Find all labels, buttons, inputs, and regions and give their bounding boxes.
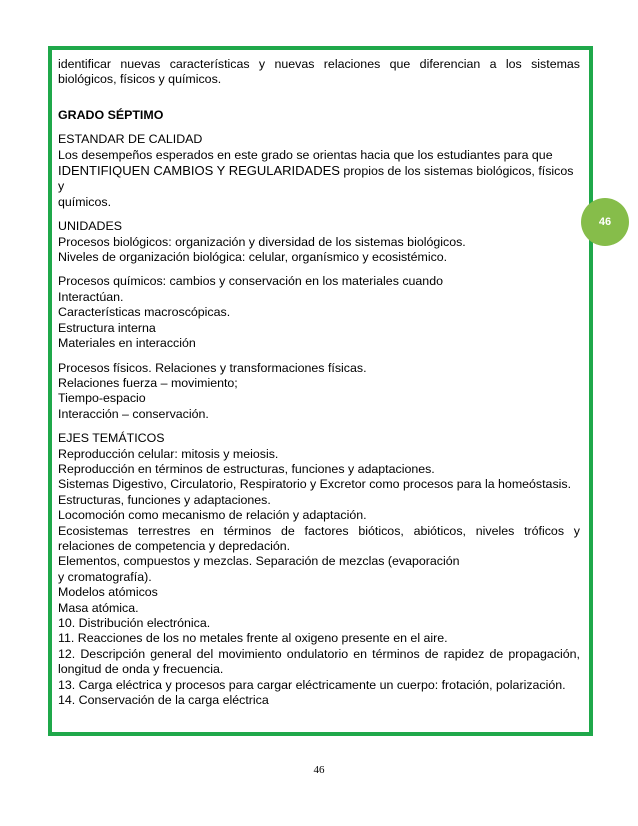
ejes-item: Reproducción en términos de estructuras, funciones y adaptaciones. bbox=[58, 461, 435, 476]
intro-line-1: identificar nuevas características y nuevas relaciones que diferencian a los sistemas bbox=[58, 57, 580, 71]
unidades-fis-line: Tiempo-espacio bbox=[58, 391, 146, 406]
page-number-badge-text: 46 bbox=[598, 216, 612, 228]
footer-page-number: 46 bbox=[313, 764, 325, 776]
unidades-bio-line: Procesos biológicos: organización y diversidad de los sistemas biológicos. bbox=[58, 234, 466, 249]
ejes-item: Masa atómica. bbox=[58, 600, 139, 615]
estandar-line-3: químicos. bbox=[58, 194, 112, 209]
ejes-item: 13. Carga eléctrica y procesos para cargar eléctricamente un cuerpo: frotación, polarización. bbox=[58, 677, 566, 692]
intro-line-2: biológicos, físicos y químicos. bbox=[58, 72, 222, 87]
estandar-line-2 bbox=[58, 163, 580, 195]
page-number-badge bbox=[581, 198, 629, 246]
ejes-item: relaciones de competencia y depredación. bbox=[58, 538, 291, 553]
estandar-caps-phrase: IDENTIFIQUEN CAMBIOS Y REGULARIDADES bbox=[58, 163, 340, 179]
ejes-item: 12. Descripción general del movimiento ondulatorio en términos de rapidez de propagación, bbox=[58, 646, 580, 661]
unidades-quim-line: Estructura interna bbox=[58, 320, 156, 335]
ejes-item: Locomoción como mecanismo de relación y adaptación. bbox=[58, 508, 367, 523]
ejes-item: Reproducción celular: mitosis y meiosis. bbox=[58, 446, 279, 461]
ejes-item: y cromatografía). bbox=[58, 569, 152, 584]
estandar-title: ESTANDAR DE CALIDAD bbox=[58, 132, 203, 147]
ejes-item: 11. Reacciones de los no metales frente al oxigeno presente en el aire. bbox=[58, 631, 448, 646]
unidades-bio-line: Niveles de organización biológica: celular, organísmico y ecosistémico. bbox=[58, 250, 448, 265]
unidades-title: UNIDADES bbox=[58, 219, 123, 234]
unidades-quim-line: Características macroscópicas. bbox=[58, 305, 231, 320]
ejes-item: Ecosistemas terrestres en términos de factores bióticos, abióticos, niveles tróficos y bbox=[58, 523, 580, 538]
unidades-fis-line: Procesos físicos. Relaciones y transformaciones físicas. bbox=[58, 360, 367, 375]
unidades-fis-line: Relaciones fuerza – movimiento; bbox=[58, 375, 238, 390]
ejes-item: 10. Distribución electrónica. bbox=[58, 616, 211, 630]
ejes-title: EJES TEMÁTICOS bbox=[58, 431, 165, 446]
unidades-fis-line: Interacción – conservación. bbox=[58, 406, 209, 421]
ejes-item: Sistemas Digestivo, Circulatorio, Respiratorio y Excretor como procesos para la homeóstasis. bbox=[58, 477, 572, 492]
ejes-item: Modelos atómicos bbox=[58, 585, 158, 600]
section-heading: GRADO SÉPTIMO bbox=[58, 107, 164, 122]
unidades-quim-line: Materiales en interacción bbox=[58, 336, 196, 351]
ejes-item: Estructuras, funciones y adaptaciones. bbox=[58, 492, 271, 507]
ejes-item: 14. Conservación de la carga eléctrica bbox=[58, 693, 269, 708]
estandar-line-2-rest: propios de los sistemas biológicos, físicos y bbox=[58, 164, 574, 194]
document-content bbox=[58, 57, 580, 708]
ejes-item: longitud de onda y frecuencia. bbox=[58, 662, 224, 677]
unidades-quim-line: Procesos químicos: cambios y conservación en los materiales cuando bbox=[58, 274, 443, 289]
unidades-quim-line: Interactúan. bbox=[58, 289, 124, 304]
ejes-item: Elementos, compuestos y mezclas. Separación de mezclas (evaporación bbox=[58, 554, 460, 569]
estandar-line-1: Los desempeños esperados en este grado se orientas hacia que los estudiantes para que bbox=[58, 147, 553, 162]
